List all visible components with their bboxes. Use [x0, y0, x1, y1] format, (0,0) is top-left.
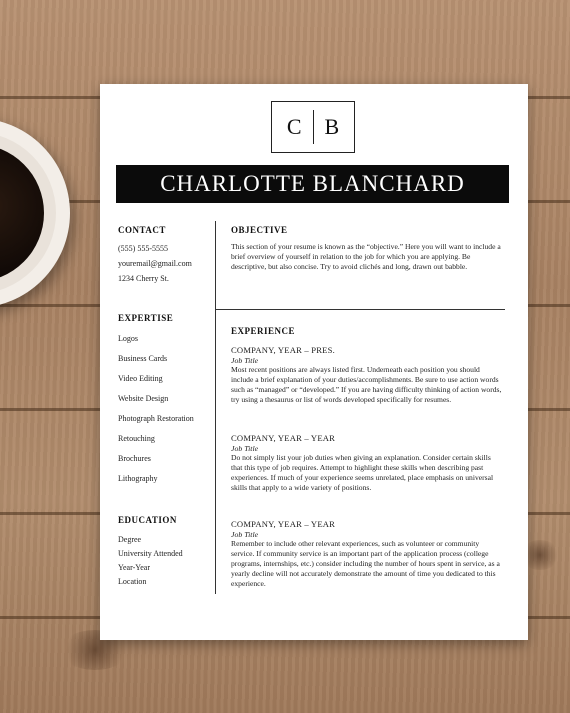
section-divider: [215, 309, 505, 310]
objective-text: This section of your resume is known as the “objective.” Here you will want to include a brief overview of yourself in relation to the job for which you are applying. Be descriptive, but also concise. Try to avoid clichés and long, drawn out babble.: [231, 242, 501, 272]
expertise-heading: EXPERTISE: [118, 313, 174, 323]
job-description: Do not simply list your job duties when giving an explanation. Consider certain skills that this type of job requires. Attempt to highlight these skills when describing past experiences. If much of your experience seems unrelated, place emphasis on universal skills that apply to a wide variety of positions.: [231, 453, 494, 493]
contact-address: 1234 Cherry St.: [118, 274, 169, 283]
name-banner: [116, 165, 509, 203]
contact-phone: (555) 555-5555: [118, 244, 168, 253]
expertise-item: Video Editing: [118, 374, 163, 383]
monogram-left: C: [286, 114, 302, 139]
expertise-item: Lithography: [118, 474, 158, 483]
contact-heading: CONTACT: [118, 225, 166, 235]
education-item: University Attended: [118, 549, 183, 558]
job-company: COMPANY, YEAR – YEAR: [231, 519, 336, 529]
expertise-item: Photograph Restoration: [118, 414, 194, 423]
job-company: COMPANY, YEAR – PRES.: [231, 345, 335, 355]
education-heading: EDUCATION: [118, 515, 177, 525]
job-title: Job Title: [231, 356, 259, 365]
education-item: Year-Year: [118, 563, 150, 572]
expertise-item: Website Design: [118, 394, 169, 403]
monogram: [271, 101, 355, 153]
job-title: Job Title: [231, 530, 259, 539]
education-item: Location: [118, 577, 147, 586]
expertise-item: Retouching: [118, 434, 155, 443]
objective-heading: OBJECTIVE: [231, 225, 288, 235]
expertise-item: Logos: [118, 334, 138, 343]
column-divider: [215, 221, 216, 594]
contact-email: youremail@gmail.com: [118, 259, 192, 268]
expertise-item: Business Cards: [118, 354, 168, 363]
job-description: Most recent positions are always listed first. Underneath each position you should include a brief explanation of your duties/accomplishments. Be sure to use action words such as “managed” or “developed.” If you are having difficulty thinking of action words, try using a thesaurus or list of words developed specifically for resumes.: [231, 365, 502, 405]
coffee-cup: [0, 118, 70, 308]
experience-heading: EXPERIENCE: [231, 326, 296, 336]
expertise-item: Brochures: [118, 454, 151, 463]
monogram-right: B: [324, 114, 340, 139]
monogram-divider: [313, 110, 314, 144]
job-title: Job Title: [231, 444, 259, 453]
resume-page: [100, 84, 528, 640]
education-item: Degree: [118, 535, 142, 544]
job-description: Remember to include other relevant experiences, such as volunteer or community service. If community service is an important part of the application process (college programs, internships, etc.) consider including the number of hours spent in service, as a yearly decline will not accurately demonstrate the amount of time you dedicated to this experience.: [231, 539, 500, 589]
full-name: CHARLOTTE BLANCHARD: [160, 171, 465, 196]
job-company: COMPANY, YEAR – YEAR: [231, 433, 336, 443]
